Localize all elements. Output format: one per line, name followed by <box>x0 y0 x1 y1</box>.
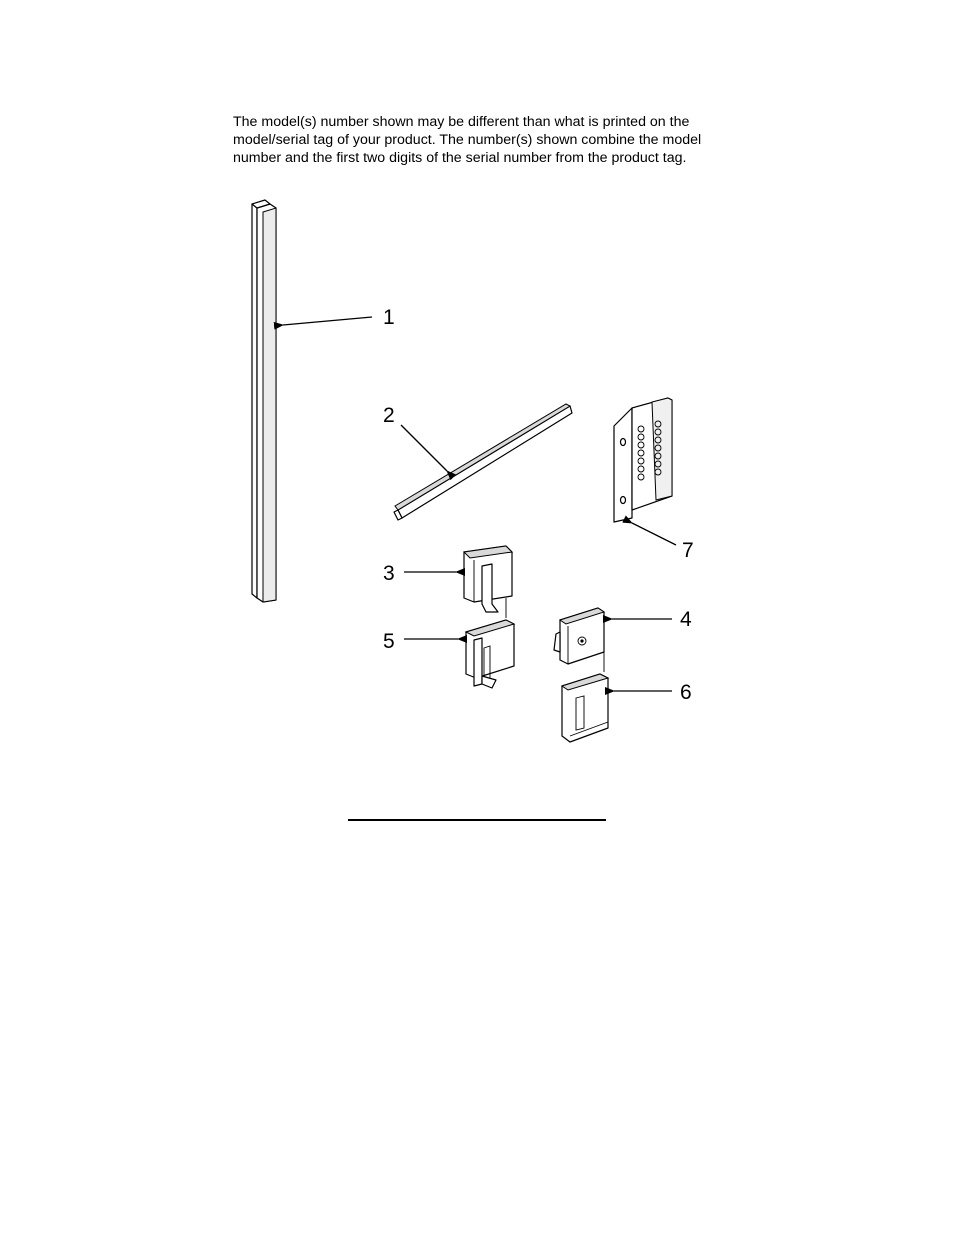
part-5-lower-clip <box>466 620 514 688</box>
notice-line-2: model/serial tag of your product. The number(s) shown combine the model <box>233 132 702 148</box>
callout-1: 1 <box>383 306 395 329</box>
callout-4: 4 <box>680 608 692 631</box>
callout-3: 3 <box>383 562 395 585</box>
callout-6: 6 <box>680 681 692 704</box>
part-7-slotted-bracket <box>614 398 672 522</box>
part-2-angle-bracket <box>394 404 572 520</box>
part-4-upper-retainer <box>554 608 604 664</box>
part-6-lower-retainer <box>562 674 608 742</box>
leader-1 <box>283 317 372 325</box>
notice-line-3: number and the first two digits of the serial number from the product tag. <box>233 150 687 166</box>
part-3-upper-clip <box>464 546 512 612</box>
notice-line-1: The model(s) number shown may be different than what is printed on the <box>233 114 690 130</box>
callout-7: 7 <box>682 539 694 562</box>
callout-5: 5 <box>383 630 395 653</box>
part-1-vertical-channel <box>252 200 276 602</box>
leader-2 <box>401 425 447 471</box>
leader-7 <box>632 523 676 545</box>
callout-2: 2 <box>383 404 395 427</box>
